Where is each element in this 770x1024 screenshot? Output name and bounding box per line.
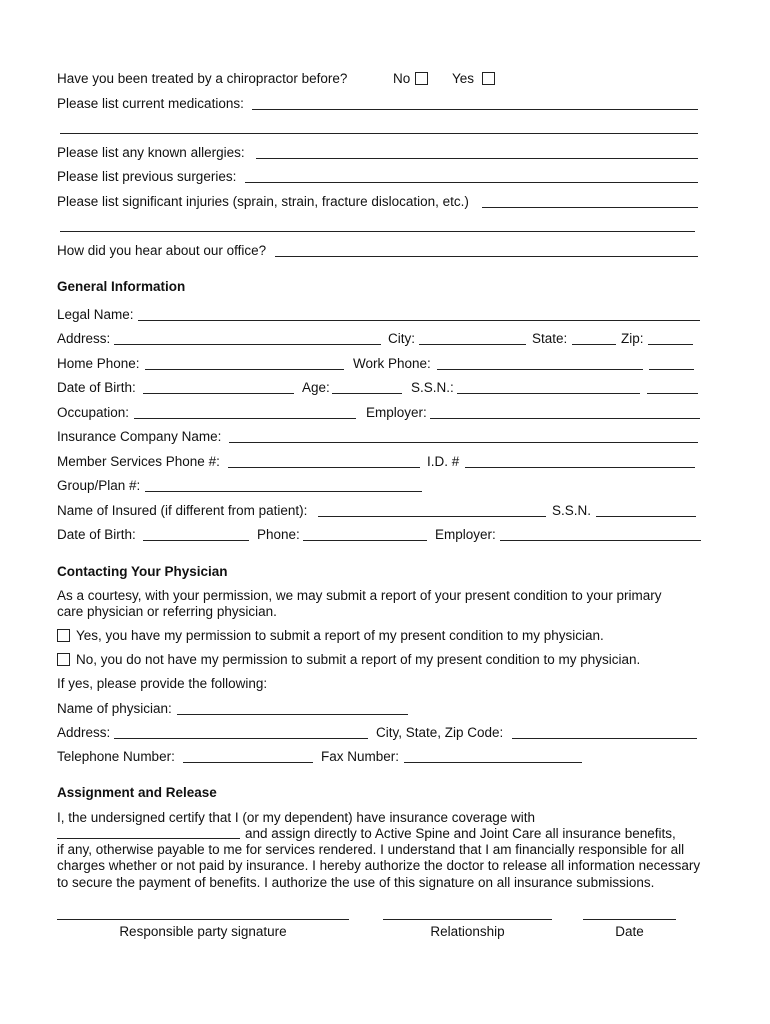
state-label: State: [532,331,568,346]
insured-ssn-field[interactable] [596,516,696,517]
insured-employer-label: Employer: [435,527,496,542]
injuries-label: Please list significant injuries (sprain, strain, fracture dislocation, etc.) [57,194,469,209]
no-label: No [393,71,411,86]
group-plan-label: Group/Plan #: [57,478,141,493]
home-phone-field[interactable] [145,369,344,370]
employer-field[interactable] [430,418,700,419]
work-phone-field[interactable] [437,369,643,370]
no-checkbox[interactable] [415,72,428,85]
employer-label: Employer: [366,405,427,420]
physician-name-field[interactable] [177,714,408,715]
medications-field[interactable] [252,109,698,110]
assignment-line-2: and assign directly to Active Spine and Joint Care all insurance benefits, [245,826,676,841]
yes-checkbox[interactable] [482,72,495,85]
insured-ssn-label: S.S.N. [552,503,592,518]
assignment-line-4: charges whether or not paid by insurance. I hereby authorize the doctor to release all information necessary [57,858,701,873]
insured-dob-field[interactable] [143,540,249,541]
permission-yes-label: Yes, you have my permission to submit a report of my present condition to my physician. [76,628,604,643]
surgeries-label: Please list previous surgeries: [57,169,237,184]
permission-no-label: No, you do not have my permission to submit a report of my present condition to my physician. [76,652,641,667]
city-label: City: [388,331,415,346]
id-label: I.D. # [427,454,460,469]
medications-label: Please list current medications: [57,96,244,111]
state-field[interactable] [572,344,616,345]
physician-telephone-label: Telephone Number: [57,749,175,764]
work-phone-label: Work Phone: [353,356,431,371]
work-phone-ext-field[interactable] [649,369,694,370]
relationship-label: Relationship [430,924,505,939]
legal-name-label: Legal Name: [57,307,134,322]
physician-fax-field[interactable] [404,762,582,763]
physician-city-state-zip-field[interactable] [512,738,697,739]
ssn-field-2[interactable] [647,393,698,394]
hear-field[interactable] [275,256,698,257]
permission-no-checkbox[interactable] [57,653,70,666]
dob-field[interactable] [143,393,294,394]
physician-heading: Contacting Your Physician [57,564,228,579]
address-field[interactable] [114,344,381,345]
occupation-label: Occupation: [57,405,130,420]
city-field[interactable] [419,344,526,345]
insurance-company-label: Insurance Company Name: [57,429,222,444]
insured-phone-field[interactable] [303,540,427,541]
injuries-field-2[interactable] [60,231,695,232]
physician-intro-1: As a courtesy, with your permission, we may submit a report of your present condition to your primary [57,588,662,603]
allergies-field[interactable] [256,158,698,159]
assignment-line-3: if any, otherwise payable to me for services rendered. I understand that I am financially responsible for all [57,842,685,857]
zip-field[interactable] [648,344,693,345]
chiropractor-question: Have you been treated by a chiropractor before? [57,71,348,86]
id-field[interactable] [465,467,695,468]
insured-dob-label: Date of Birth: [57,527,136,542]
physician-telephone-field[interactable] [183,762,313,763]
insured-employer-field[interactable] [500,540,701,541]
general-heading: General Information [57,279,186,294]
age-label: Age: [302,380,330,395]
yes-label: Yes [452,71,475,86]
group-plan-field[interactable] [145,491,422,492]
ssn-label: S.S.N.: [411,380,454,395]
date-label: Date [615,924,644,939]
insurance-carrier-field[interactable] [57,838,240,839]
insured-name-label: Name of Insured (if different from patient): [57,503,308,518]
ssn-field[interactable] [457,393,640,394]
physician-address-label: Address: [57,725,111,740]
assignment-line-5: to secure the payment of benefits. I authorize the use of this signature on all insurance submissions. [57,875,655,890]
hear-label: How did you hear about our office? [57,243,267,258]
permission-yes-checkbox[interactable] [57,629,70,642]
surgeries-field[interactable] [245,182,698,183]
address-label: Address: [57,331,111,346]
insured-phone-label: Phone: [257,527,300,542]
physician-fax-label: Fax Number: [321,749,400,764]
signature-field[interactable] [57,919,349,920]
member-phone-field[interactable] [228,467,420,468]
legal-name-field[interactable] [138,320,700,321]
assignment-heading: Assignment and Release [57,785,217,800]
home-phone-label: Home Phone: [57,356,140,371]
physician-city-state-zip-label: City, State, Zip Code: [376,725,504,740]
member-phone-label: Member Services Phone #: [57,454,220,469]
relationship-field[interactable] [383,919,552,920]
date-field[interactable] [583,919,676,920]
injuries-field[interactable] [482,207,698,208]
insured-name-field[interactable] [318,516,546,517]
assignment-line-1: I, the undersigned certify that I (or my dependent) have insurance coverage with [57,810,536,825]
medications-field-2[interactable] [60,133,698,134]
insurance-company-field[interactable] [229,442,698,443]
allergies-label: Please list any known allergies: [57,145,245,160]
physician-name-label: Name of physician: [57,701,172,716]
physician-address-field[interactable] [114,738,368,739]
if-yes-text: If yes, please provide the following: [57,676,268,691]
physician-intro-2: care physician or referring physician. [57,604,277,619]
occupation-field[interactable] [134,418,356,419]
zip-label: Zip: [621,331,644,346]
dob-label: Date of Birth: [57,380,136,395]
signature-label: Responsible party signature [119,924,287,939]
age-field[interactable] [332,393,402,394]
